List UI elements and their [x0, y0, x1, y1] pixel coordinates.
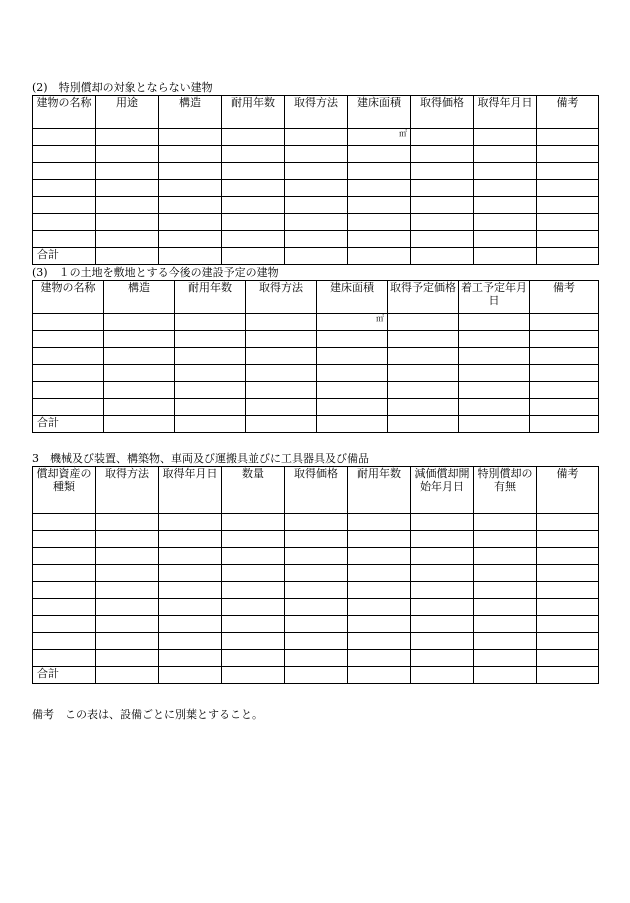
cell[interactable] [388, 331, 459, 348]
table-row [33, 129, 599, 146]
cell[interactable] [474, 146, 537, 163]
header-floor-area: 建床面積 [317, 281, 388, 314]
cell[interactable] [530, 348, 599, 365]
cell[interactable] [246, 348, 317, 365]
cell[interactable] [33, 548, 96, 565]
cell[interactable] [317, 331, 388, 348]
cell[interactable] [537, 231, 599, 248]
total-row [33, 248, 599, 265]
header-useful-life: 耐用年数 [175, 281, 246, 314]
cell[interactable] [474, 197, 537, 214]
cell[interactable] [159, 531, 222, 548]
total-row [33, 416, 599, 433]
header-acquisition-date: 取得年月日 [474, 96, 537, 129]
cell[interactable] [285, 231, 348, 248]
cell[interactable] [159, 180, 222, 197]
section-heading-depreciable-assets: 3 機械及び装置、構築物、車両及び運搬具並びに工具器具及び備品 [32, 452, 369, 465]
cell[interactable] [222, 163, 285, 180]
cell[interactable] [537, 514, 599, 531]
table-row [33, 197, 599, 214]
cell[interactable] [159, 514, 222, 531]
cell[interactable] [159, 146, 222, 163]
table-row [33, 348, 599, 365]
cell[interactable] [530, 399, 599, 416]
cell[interactable] [411, 129, 474, 146]
header-acquisition-price: 取得価格 [285, 467, 348, 514]
cell[interactable] [411, 180, 474, 197]
cell[interactable] [348, 197, 411, 214]
cell[interactable] [96, 565, 159, 582]
cell[interactable] [285, 633, 348, 650]
cell[interactable] [222, 231, 285, 248]
cell[interactable] [459, 416, 530, 433]
cell[interactable] [411, 650, 474, 667]
cell[interactable] [537, 582, 599, 599]
cell[interactable] [474, 531, 537, 548]
cell[interactable] [317, 416, 388, 433]
cell[interactable] [222, 565, 285, 582]
table-row [33, 331, 599, 348]
cell[interactable] [537, 180, 599, 197]
header-building-name: 建物の名称 [33, 281, 104, 314]
cell[interactable] [285, 129, 348, 146]
header-useful-life: 耐用年数 [348, 467, 411, 514]
cell[interactable] [159, 163, 222, 180]
cell[interactable] [411, 565, 474, 582]
cell[interactable] [96, 163, 159, 180]
header-acquisition-date: 取得年月日 [159, 467, 222, 514]
remarks-note: 備考 この表は、設備ごとに別葉とすること。 [32, 708, 263, 721]
cell[interactable] [159, 565, 222, 582]
cell[interactable] [96, 514, 159, 531]
cell[interactable] [474, 616, 537, 633]
cell[interactable] [411, 197, 474, 214]
cell[interactable] [285, 616, 348, 633]
cell[interactable] [537, 667, 599, 684]
cell[interactable] [348, 565, 411, 582]
unit-square-meter: ㎡ [348, 129, 411, 146]
cell[interactable] [285, 214, 348, 231]
cell[interactable] [411, 616, 474, 633]
cell[interactable] [159, 197, 222, 214]
cell[interactable] [159, 231, 222, 248]
header-construction-start-date: 着工予定年月日 [459, 281, 530, 314]
cell[interactable] [104, 331, 175, 348]
cell[interactable] [96, 599, 159, 616]
planned-buildings-table [32, 280, 599, 433]
cell[interactable] [96, 197, 159, 214]
header-acquisition-method: 取得方法 [96, 467, 159, 514]
cell[interactable] [474, 582, 537, 599]
cell[interactable] [246, 416, 317, 433]
table-row [33, 565, 599, 582]
cell[interactable] [222, 531, 285, 548]
cell[interactable] [96, 531, 159, 548]
cell[interactable] [530, 331, 599, 348]
cell[interactable] [411, 146, 474, 163]
cell[interactable] [388, 416, 459, 433]
cell[interactable] [474, 129, 537, 146]
cell[interactable] [222, 129, 285, 146]
cell[interactable] [96, 248, 159, 265]
header-asset-type: 償却資産の種類 [33, 467, 96, 514]
header-building-name: 建物の名称 [33, 96, 96, 129]
cell[interactable] [411, 582, 474, 599]
cell[interactable] [411, 231, 474, 248]
cell[interactable] [537, 531, 599, 548]
cell[interactable] [96, 231, 159, 248]
table-row [33, 146, 599, 163]
cell[interactable] [537, 548, 599, 565]
cell[interactable] [222, 548, 285, 565]
cell[interactable] [348, 180, 411, 197]
cell[interactable] [96, 129, 159, 146]
cell[interactable] [96, 146, 159, 163]
cell[interactable] [285, 548, 348, 565]
non-special-buildings-table [32, 95, 599, 265]
cell[interactable] [246, 365, 317, 382]
cell[interactable] [175, 365, 246, 382]
cell[interactable] [159, 633, 222, 650]
table-row [33, 365, 599, 382]
cell[interactable] [530, 314, 599, 331]
cell[interactable] [411, 514, 474, 531]
header-acquisition-method: 取得方法 [285, 96, 348, 129]
cell[interactable] [246, 382, 317, 399]
header-useful-life: 耐用年数 [222, 96, 285, 129]
cell[interactable] [348, 248, 411, 265]
header-remarks: 備考 [537, 467, 599, 514]
table-row [33, 382, 599, 399]
cell[interactable] [348, 514, 411, 531]
cell[interactable] [33, 365, 104, 382]
cell[interactable] [222, 650, 285, 667]
cell[interactable] [159, 248, 222, 265]
cell[interactable] [175, 416, 246, 433]
cell[interactable] [33, 146, 96, 163]
cell[interactable] [317, 365, 388, 382]
header-depreciation-start-date: 減価償却開始年月日 [411, 467, 474, 514]
cell[interactable] [159, 548, 222, 565]
cell[interactable] [33, 382, 104, 399]
section-heading-non-special-buildings: (2) 特別償却の対象とならない建物 [32, 81, 213, 94]
cell[interactable] [285, 248, 348, 265]
cell[interactable] [537, 650, 599, 667]
cell[interactable] [459, 365, 530, 382]
total-label: 合計 [33, 416, 104, 433]
cell[interactable] [474, 565, 537, 582]
cell[interactable] [222, 180, 285, 197]
cell[interactable] [33, 214, 96, 231]
cell[interactable] [317, 348, 388, 365]
cell[interactable] [530, 382, 599, 399]
cell[interactable] [285, 531, 348, 548]
cell[interactable] [474, 163, 537, 180]
cell[interactable] [96, 582, 159, 599]
total-label: 合計 [33, 667, 96, 684]
table-row [33, 548, 599, 565]
cell[interactable] [348, 548, 411, 565]
cell[interactable] [537, 197, 599, 214]
table-row [33, 163, 599, 180]
cell[interactable] [537, 616, 599, 633]
header-remarks: 備考 [530, 281, 599, 314]
cell[interactable] [222, 616, 285, 633]
cell[interactable] [459, 314, 530, 331]
cell[interactable] [159, 650, 222, 667]
cell[interactable] [159, 214, 222, 231]
header-structure: 構造 [104, 281, 175, 314]
cell[interactable] [159, 582, 222, 599]
cell[interactable] [537, 599, 599, 616]
cell[interactable] [33, 582, 96, 599]
cell[interactable] [222, 633, 285, 650]
cell[interactable] [411, 163, 474, 180]
cell[interactable] [159, 616, 222, 633]
cell[interactable] [530, 365, 599, 382]
depreciable-assets-table [32, 466, 599, 684]
cell[interactable] [33, 163, 96, 180]
cell[interactable] [388, 365, 459, 382]
cell[interactable] [459, 348, 530, 365]
cell[interactable] [33, 599, 96, 616]
cell[interactable] [411, 248, 474, 265]
cell[interactable] [411, 667, 474, 684]
cell[interactable] [537, 129, 599, 146]
table-row [33, 399, 599, 416]
cell[interactable] [246, 399, 317, 416]
header-usage: 用途 [96, 96, 159, 129]
cell[interactable] [411, 531, 474, 548]
cell[interactable] [222, 599, 285, 616]
cell[interactable] [474, 231, 537, 248]
cell[interactable] [175, 382, 246, 399]
cell[interactable] [285, 146, 348, 163]
header-quantity: 数量 [222, 467, 285, 514]
cell[interactable] [96, 548, 159, 565]
cell[interactable] [537, 248, 599, 265]
cell[interactable] [222, 214, 285, 231]
total-row [33, 667, 599, 684]
header-structure: 構造 [159, 96, 222, 129]
cell[interactable] [474, 180, 537, 197]
cell[interactable] [459, 399, 530, 416]
cell[interactable] [33, 616, 96, 633]
cell[interactable] [537, 214, 599, 231]
cell[interactable] [33, 197, 96, 214]
table-row [33, 514, 599, 531]
cell[interactable] [33, 129, 96, 146]
cell[interactable] [222, 582, 285, 599]
cell[interactable] [175, 399, 246, 416]
cell[interactable] [459, 382, 530, 399]
cell[interactable] [285, 582, 348, 599]
cell[interactable] [33, 531, 96, 548]
cell[interactable] [348, 163, 411, 180]
unit-square-meter: ㎡ [317, 314, 388, 331]
cell[interactable] [33, 231, 96, 248]
cell[interactable] [459, 331, 530, 348]
cell[interactable] [388, 399, 459, 416]
cell[interactable] [175, 348, 246, 365]
table-row [33, 582, 599, 599]
cell[interactable] [411, 599, 474, 616]
cell[interactable] [222, 146, 285, 163]
cell[interactable] [348, 531, 411, 548]
cell[interactable] [285, 565, 348, 582]
cell[interactable] [474, 633, 537, 650]
cell[interactable] [285, 650, 348, 667]
cell[interactable] [388, 348, 459, 365]
cell[interactable] [474, 248, 537, 265]
table-row [33, 633, 599, 650]
cell[interactable] [537, 146, 599, 163]
header-planned-price: 取得予定価格 [388, 281, 459, 314]
cell[interactable] [159, 129, 222, 146]
cell[interactable] [348, 214, 411, 231]
cell[interactable] [96, 650, 159, 667]
cell[interactable] [348, 616, 411, 633]
header-remarks: 備考 [537, 96, 599, 129]
cell[interactable] [96, 180, 159, 197]
cell[interactable] [537, 633, 599, 650]
cell[interactable] [348, 582, 411, 599]
cell[interactable] [317, 399, 388, 416]
cell[interactable] [388, 382, 459, 399]
header-acquisition-price: 取得価格 [411, 96, 474, 129]
cell[interactable] [246, 331, 317, 348]
cell[interactable] [104, 399, 175, 416]
cell[interactable] [33, 633, 96, 650]
cell[interactable] [317, 382, 388, 399]
cell[interactable] [33, 399, 104, 416]
cell[interactable] [348, 599, 411, 616]
cell[interactable] [96, 667, 159, 684]
cell[interactable] [159, 599, 222, 616]
cell[interactable] [104, 416, 175, 433]
cell[interactable] [33, 348, 104, 365]
table-row [33, 531, 599, 548]
cell[interactable] [159, 667, 222, 684]
table-row [33, 650, 599, 667]
cell[interactable] [530, 416, 599, 433]
header-floor-area: 建床面積 [348, 96, 411, 129]
cell[interactable] [96, 214, 159, 231]
cell[interactable] [104, 365, 175, 382]
cell[interactable] [285, 667, 348, 684]
table-row [33, 214, 599, 231]
cell[interactable] [33, 331, 104, 348]
cell[interactable] [285, 163, 348, 180]
cell[interactable] [474, 214, 537, 231]
cell[interactable] [348, 633, 411, 650]
cell[interactable] [33, 565, 96, 582]
cell[interactable] [222, 667, 285, 684]
cell[interactable] [285, 180, 348, 197]
cell[interactable] [246, 314, 317, 331]
cell[interactable] [104, 382, 175, 399]
table-row [33, 616, 599, 633]
cell[interactable] [222, 514, 285, 531]
cell[interactable] [222, 197, 285, 214]
cell[interactable] [474, 514, 537, 531]
cell[interactable] [348, 650, 411, 667]
cell[interactable] [537, 163, 599, 180]
cell[interactable] [175, 331, 246, 348]
table-row [33, 231, 599, 248]
cell[interactable] [411, 214, 474, 231]
cell[interactable] [104, 314, 175, 331]
cell[interactable] [348, 667, 411, 684]
cell[interactable] [474, 548, 537, 565]
cell[interactable] [285, 514, 348, 531]
cell[interactable] [348, 146, 411, 163]
cell[interactable] [222, 248, 285, 265]
cell[interactable] [474, 667, 537, 684]
cell[interactable] [285, 197, 348, 214]
header-acquisition-method: 取得方法 [246, 281, 317, 314]
cell[interactable] [33, 514, 96, 531]
cell[interactable] [175, 314, 246, 331]
cell[interactable] [96, 616, 159, 633]
table-row [33, 599, 599, 616]
header-special-depreciation: 特別償却の有無 [474, 467, 537, 514]
cell[interactable] [411, 548, 474, 565]
cell[interactable] [96, 633, 159, 650]
cell[interactable] [348, 231, 411, 248]
total-label: 合計 [33, 248, 96, 265]
cell[interactable] [388, 314, 459, 331]
cell[interactable] [104, 348, 175, 365]
cell[interactable] [537, 565, 599, 582]
cell[interactable] [33, 180, 96, 197]
cell[interactable] [474, 599, 537, 616]
table-row [33, 180, 599, 197]
cell[interactable] [474, 650, 537, 667]
section-heading-planned-buildings: (3) １の土地を敷地とする今後の建設予定の建物 [32, 266, 279, 279]
cell[interactable] [285, 599, 348, 616]
cell[interactable] [411, 633, 474, 650]
table-row [33, 314, 599, 331]
cell[interactable] [33, 314, 104, 331]
cell[interactable] [33, 650, 96, 667]
